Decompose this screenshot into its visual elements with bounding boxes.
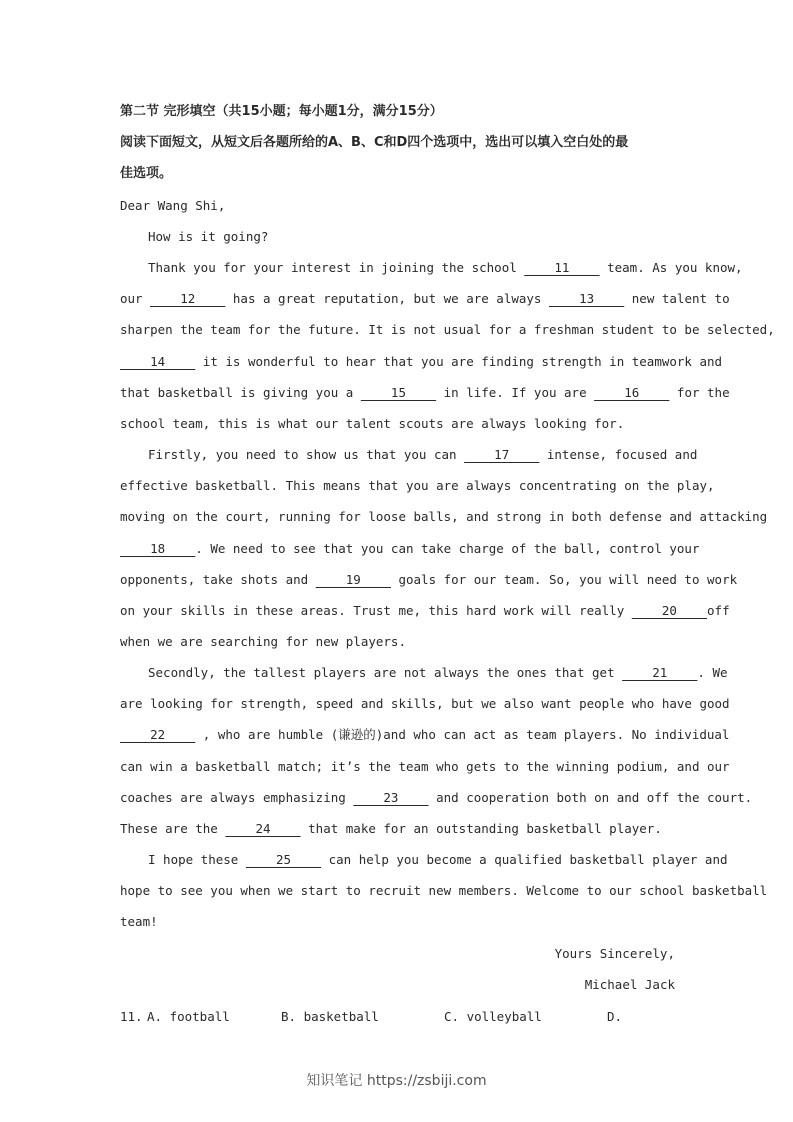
section-title: 第二节 完形填空（共15小题；每小题1分，满分15分） [120,104,443,119]
text-segment: opponents, take shots and [120,571,316,587]
text-segment: new talent to [624,291,730,307]
text-segment: Firstly, you need to show us that you can [148,447,465,462]
instruction-line-2: 佳选项。 [120,166,173,181]
paragraph-1-line [148,258,743,278]
blank-21: 21 [622,665,698,680]
paragraph-2-line [120,632,675,652]
blank-14: 14 [120,353,196,369]
blank-11: 11 [524,260,600,275]
text-segment: I hope these [148,852,246,867]
text-segment: are looking for strength, speed and skills, but we also want people who have good [120,696,730,712]
paragraph-3-line [120,819,675,839]
instruction-line-1: 阅读下面短文，从短文后各题所给的A、B、C和D四个选项中，选出可以填入空白处的最 [120,135,629,150]
text-segment: can win a basketball match; it’s the team who gets to the winning podium, and our [120,758,730,774]
letter-signature: Michael Jack [584,977,675,992]
blank-22: 22 [120,727,196,743]
text-segment: intense, focused and [539,447,698,462]
text-segment: has a great reputation, but we are always [225,291,549,307]
paragraph-3-line [120,757,730,777]
text-segment: on your skills in these areas. Trust me, this hard work will really [120,603,632,618]
blank-17: 17 [464,447,540,462]
blank-20: 20 [631,603,708,618]
question-11 [120,1007,675,1027]
paragraph-2-line [120,507,768,527]
paragraph-3-line [148,663,728,683]
text-segment: . We need to see that you can take charge of the ball, control your [195,540,700,556]
paragraph-4-line [120,881,768,901]
blank-18: 18 [120,540,196,556]
option-d[interactable]: D. [607,1009,623,1024]
paragraph-3-line [120,788,753,808]
paragraph-1-line [120,320,775,340]
text-segment: that basketball is giving you a [120,384,361,400]
blank-24: 24 [225,821,301,836]
text-segment: Thank you for your interest in joining the school [148,260,525,275]
paragraph-4-line [120,912,675,932]
paragraph-2-line [120,570,738,590]
text-segment: hope to see you when we start to recruit new members. Welcome to our school basketball [120,883,768,899]
text-segment: school team, this is what our talent scouts are always looking for. [120,416,625,431]
watermark-footer: 知识笔记 https://zsbiji.com [306,1073,487,1089]
text-segment: coaches are always emphasizing [120,789,354,805]
text-segment: it is wonderful to hear that you are finding strength in teamwork and [195,353,723,369]
paragraph-2-line [120,539,700,559]
paragraph-1-line [120,289,730,309]
paragraph-1-line [120,352,723,372]
blank-23: 23 [353,789,429,805]
paragraph-2-line [120,476,715,496]
text-segment: when we are searching for new players. [120,634,406,650]
letter-opening: How is it going? [148,229,269,244]
option-b[interactable]: B. basketball [281,1009,379,1024]
paragraph-1-line [120,383,730,403]
paragraph-3-line [120,725,730,745]
text-segment: our [120,291,151,307]
paragraph-4-line [148,850,728,870]
text-segment: Secondly, the tallest players are not always the ones that get [148,665,623,680]
text-segment: team! [120,914,158,930]
text-segment: , who are humble (谦逊的)and who can act as team players. No individual [195,727,730,743]
blank-25: 25 [245,852,322,867]
text-segment: These are the [120,821,226,836]
paragraph-2-line [148,445,698,465]
option-c[interactable]: C. volleyball [444,1009,542,1024]
text-segment: team. As you know, [599,260,743,275]
letter-greeting: Dear Wang Shi, [120,198,226,213]
text-segment: and cooperation both on and off the court. [428,789,753,805]
text-segment: . We [697,665,728,680]
text-segment: moving on the court, running for loose balls, and strong in both defense and attacking [120,509,768,525]
text-segment: can help you become a qualified basketball player and [321,852,728,867]
letter-closing: Yours Sincerely, [554,946,675,961]
option-a[interactable]: A. football [147,1009,230,1024]
blank-13: 13 [548,291,625,307]
text-segment: sharpen the team for the future. It is not usual for a freshman student to be selected, [120,322,775,338]
text-segment: in life. If you are [436,384,595,400]
question-number: 11. [120,1009,143,1024]
blank-12: 12 [150,291,226,307]
paragraph-3-line [120,694,730,714]
blank-16: 16 [594,384,670,400]
text-segment: goals for our team. So, you will need to work [390,571,738,587]
text-segment: off [707,603,730,618]
paragraph-2-line [120,601,730,621]
text-segment: that make for an outstanding basketball player. [300,821,662,836]
blank-15: 15 [360,384,437,400]
text-segment: for the [669,384,730,400]
text-segment: effective basketball. This means that you are always concentrating on the play, [120,478,715,494]
paragraph-1-line [120,414,675,434]
blank-19: 19 [315,571,391,587]
